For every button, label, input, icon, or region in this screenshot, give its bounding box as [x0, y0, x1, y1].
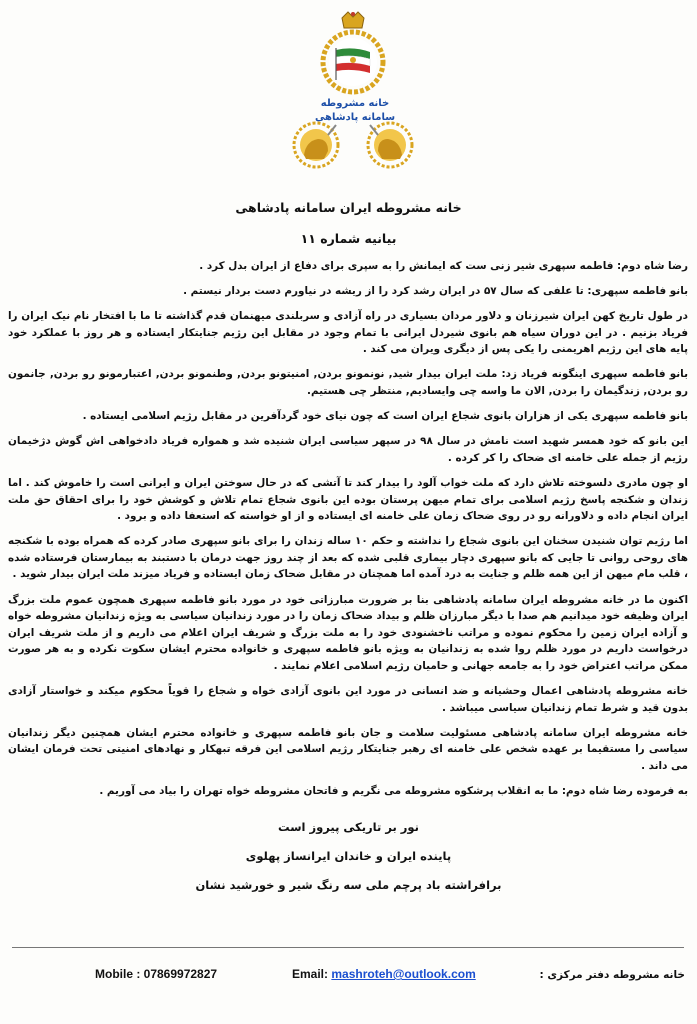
email-label: Email: [292, 967, 329, 981]
paragraph: بانو فاطمه سپهری: تا علفی که سال ۵۷ در ایران رشد کرد را از ریشه در نیاورم دست بردار نیستم . [183, 285, 688, 298]
footer-divider [12, 947, 684, 948]
closing-line: نور بر تاریکی پیروز است [278, 820, 419, 834]
paragraph: او چون مادری دلسوخته تلاش دارد که ملت خواب آلود را بیدار کند تا آتشی که در حال سوختن ایران و ایرانی است را خاموش کند . اما زندان و شکنجه پاسخ رژیم اسلامی برای تمام میهن پرستان بوده این بانوی شجاع تمام تلاش و کوشش خود را برای احقاق حق ملت ایران انجام داده و دلاورانه رو در روی ضحاک زمان علی خامنه ای ایستاده و از او خواسته که استعفا داده و برود . [8, 476, 688, 523]
logo-text-line1: خانه مشروطه [320, 98, 390, 109]
lion-and-sun-emblem-icon [294, 123, 412, 167]
statement-body [8, 258, 688, 808]
paragraph: بانو فاطمه سپهری یکی از هزاران بانوی شجاع ایران است که چون نیای خود گردآفرین در مقابل رژیم اسلامی ایستاده . [82, 410, 688, 423]
statement-number: بیانیه شماره ۱۱ [300, 231, 397, 246]
mobile-number: Mobile : 07869972827 [95, 967, 218, 981]
paragraph: رضا شاه دوم: فاطمه سپهری شیر زنی ست که ایمانش را به سپری برای دفاع از ایران بدل کرد . [199, 260, 688, 272]
email-contact [292, 967, 476, 981]
paragraph: به فرموده رضا شاه دوم: ما به انقلاب پرشکوه مشروطه می نگریم و فاتحان مشروطه خواه تهران را بیاد می آوریم . [99, 784, 688, 797]
closing-line: پاینده ایران و خاندان ایرانساز پهلوی [245, 849, 452, 863]
closing-slogans [0, 820, 697, 907]
brand-logo [278, 10, 428, 180]
paragraph: بانو فاطمه سپهری اینگونه فریاد زد: ملت ایران بیدار شید, نونمونو بردن, امنیتونو بردن, وطنمونو بردن, اعتبارمونو رو بردن, جانمون رو بردن, زندگیمان را بردن, الان ما واسه چی وایسادیم, منتظر چی هستیم. [8, 368, 688, 398]
crown-icon [342, 12, 364, 28]
paragraph: خانه مشروطه پادشاهی اعمال وحشیانه و ضد انسانی در مورد این بانوی آزادی خواه و شجاع را قویاً محکوم میکند و خواستار آزادی بدون قید و شرط تمام زندانیان سیاسی میباشد . [8, 684, 688, 714]
paragraph: در طول تاریخ کهن ایران شیرزنان و دلاور مردان بسیاری در راه آزادی و سربلندی میهنمان قدم گذاشته تا ما با افتخار نام نیک ایران را فریاد بزنیم . در این دوران سیاه هم بانوی شیردل ایرانی با تمام وجود در مقابل این رژیم جنایتکار ایستاده و هر روز با عملکرد خود پایه های این رژیم اهریمنی را یکی پس از دیگری ویران می کند . [8, 310, 688, 356]
paragraph: اما رژیم توان شنیدن سخنان این بانوی شجاع را نداشته و حکم ۱۰ ساله زندان را برای بانو سپهری صادر کرده که همراه بوده با شکنجه های روحی روانی تا جایی که بانو سپهری دچار بیماری قلبی شده که بعد از چند روز جهت درمان با دستبند به بیمارستان فرستاده شده ، قلب مام میهن از این همه ظلم و جنایت به درد آمده اما همچنان در مقابل ضحاک زمان ایستاده و فریاد میزند ملت ایران بیدار شوید . [8, 535, 688, 581]
email-link[interactable]: mashroteh@outlook.com [331, 967, 476, 981]
closing-line: برافراشته باد پرچم ملی سه رنگ شیر و خورشید نشان [195, 878, 502, 892]
page-title: خانه مشروطه ایران سامانه پادشاهی [235, 200, 462, 215]
logo-text-line2: سامانه پادشاهی [314, 112, 396, 123]
paragraph: این بانو که خود همسر شهید است نامش در سال ۹۸ در سپهر سیاسی ایران شنیده شد و همواره فریاد دادخواهی اش گوش دژخیمان رژیم از جمله علی خامنه ای ضحاک را کر کرده . [8, 435, 688, 464]
paragraph: خانه مشروطه ایران سامانه پادشاهی مسئولیت سلامت و جان بانو فاطمه سپهری و خانواده محترم ایشان همچنین دیگر زندانیان سیاسی را مستقیما بر عهده شخص علی خامنه ای رهبر جنایتکار رژیم اسلامی این فرقه تبهکار و نهادهای امنیتی تحت فرمان ایشان می داند . [8, 726, 688, 772]
office-label: خانه مشروطه دفتر مرکزی : [539, 969, 685, 981]
paragraph: اکنون ما در خانه مشروطه ایران سامانه پادشاهی بنا بر ضرورت مبارزاتی خود در مورد بانو فاطمه سپهری همچون عموم ملت بزرگ ایران وظیفه خود میدانیم هم صدا با دیگر مبارزان ظلم و بیداد ضحاک زمان را در مورد زندانیان سیاسی به ویژه زندانیان مشروطه خواه و آزاده ایران زمین را محکوم نموده و مراتب ناخشنودی خود را به ملت بزرگ و شریف ایران اعلام می داریم و از ملت شریف ایران درخواست داریم در مورد ظلم روا شده به زندانیان به ویژه بانو فاطمه سپهری و خانواده محترم ایشان سکوت نکرده و به هر صورت ممکن مراتب اعتراض خود را به جامعه جهانی و حامیان رژیم اسلامی اعلام نمایند . [8, 593, 688, 672]
